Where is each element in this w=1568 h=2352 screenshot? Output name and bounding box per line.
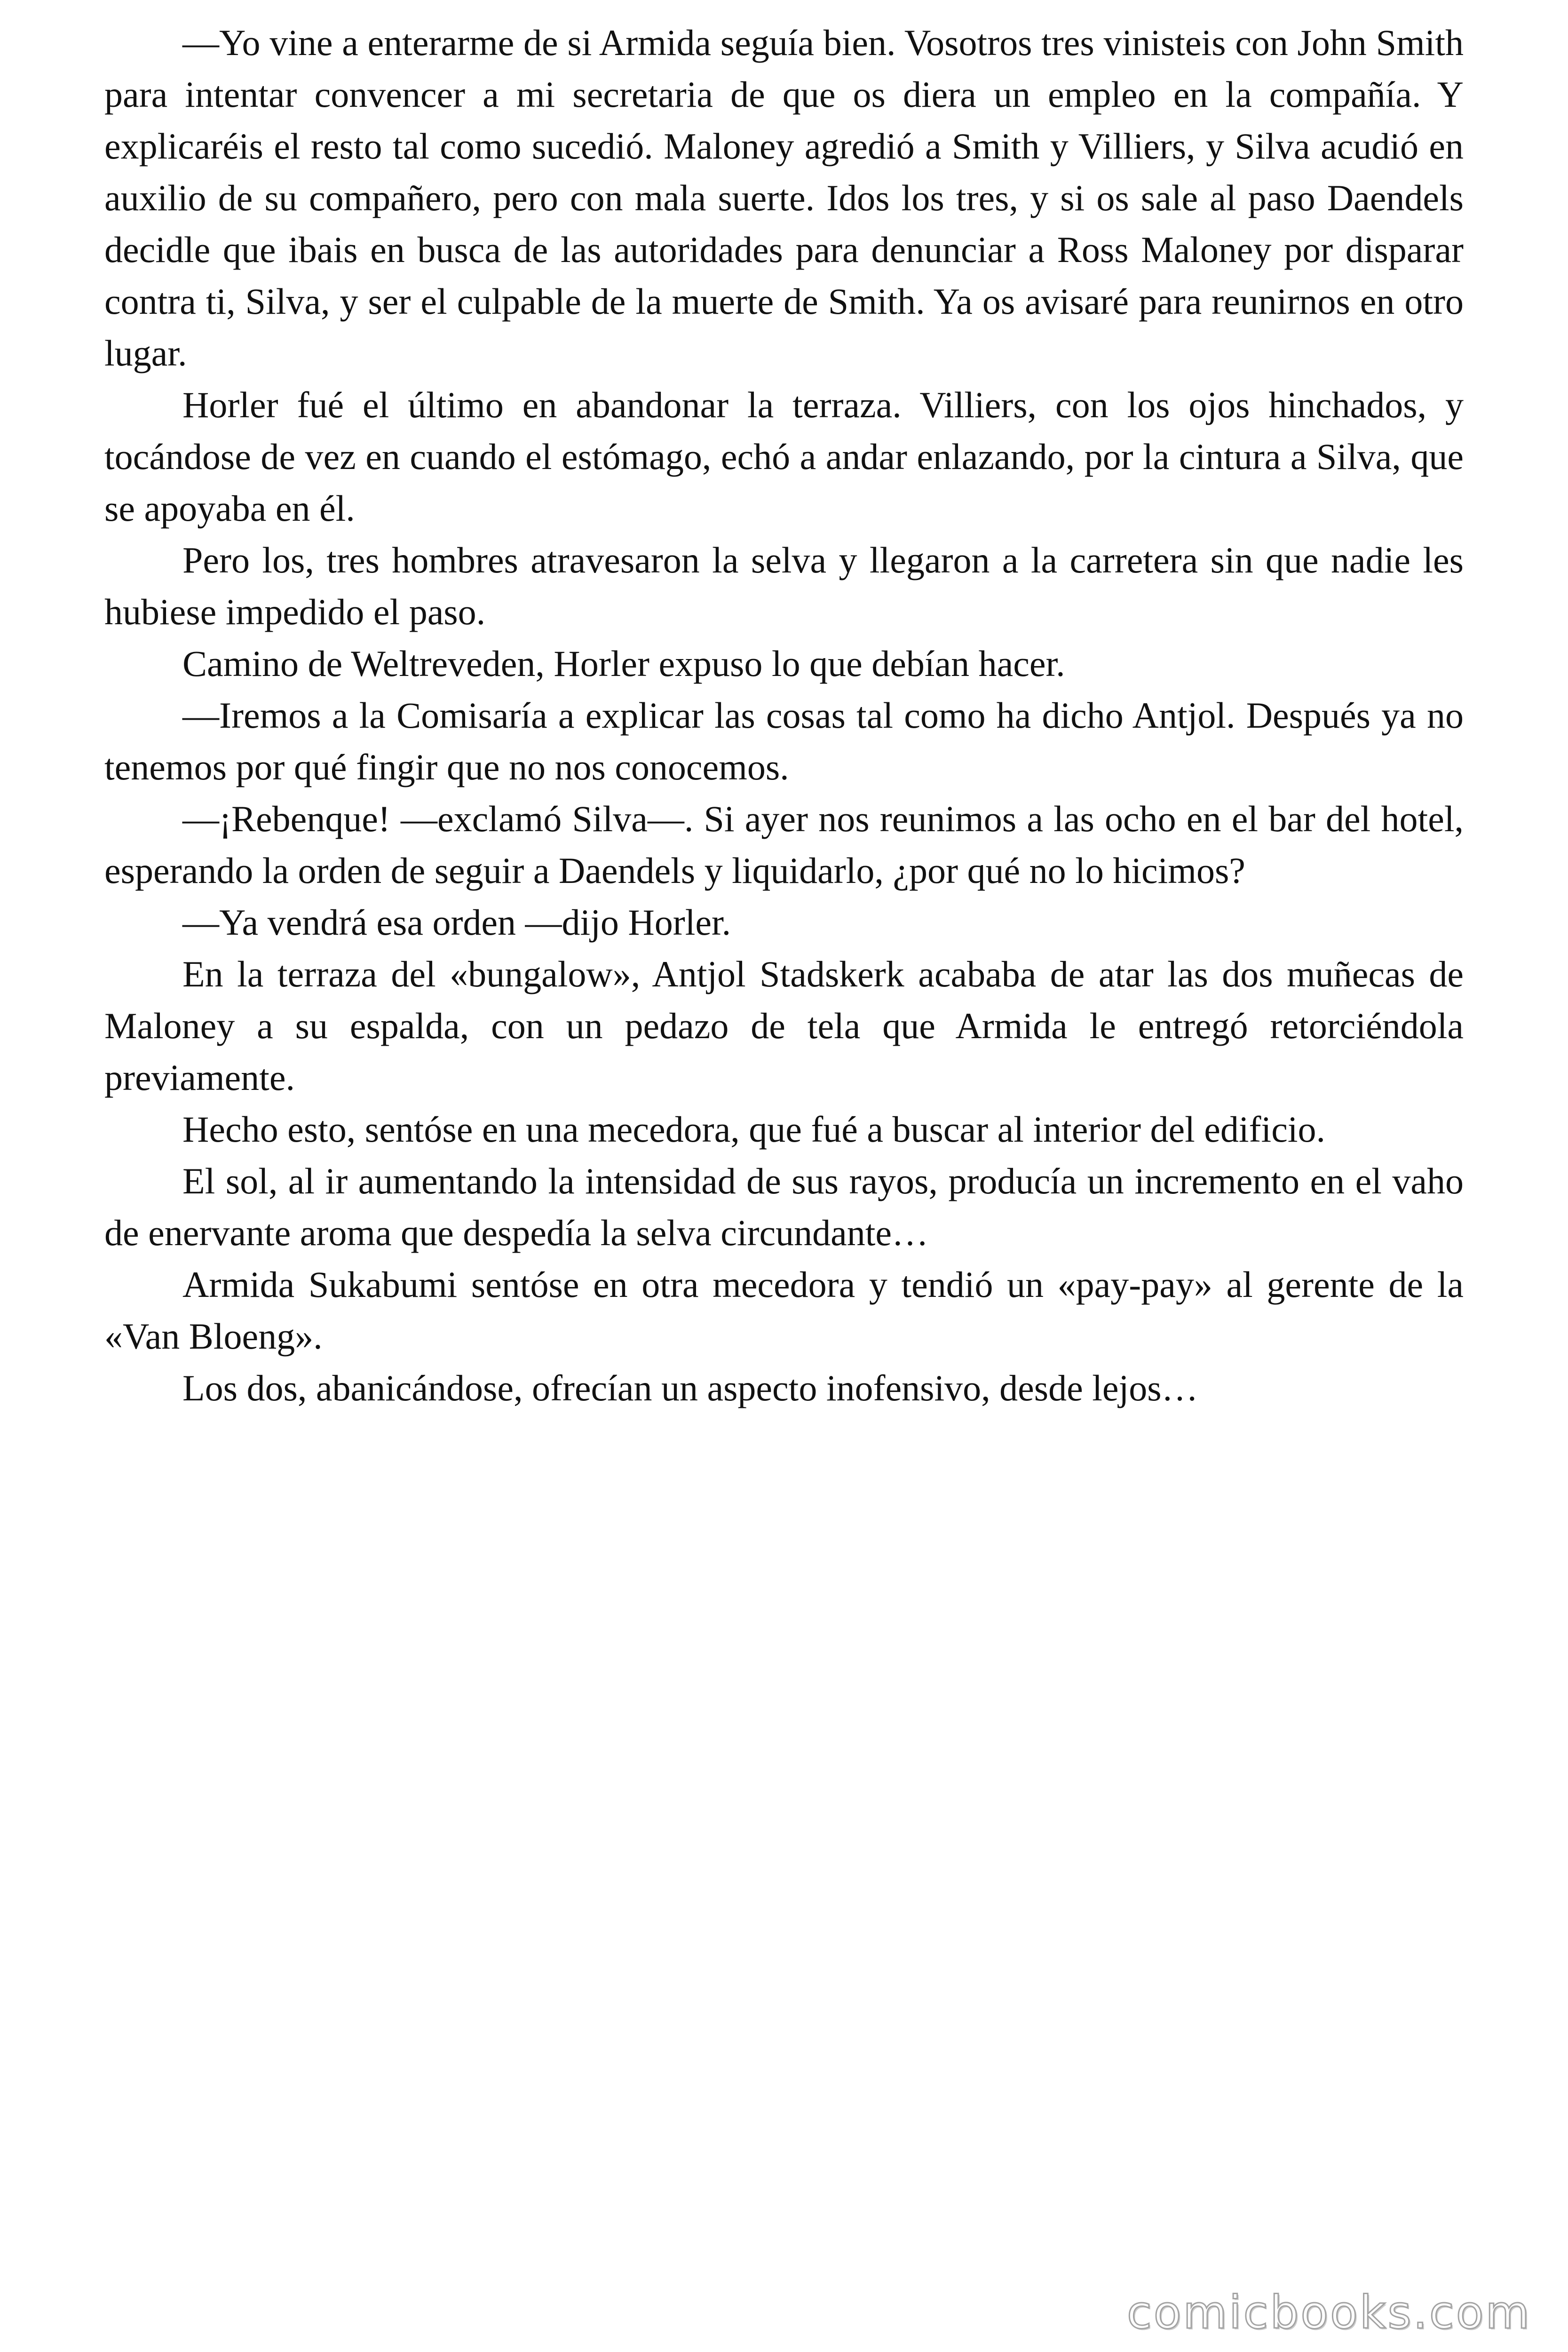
paragraph: —¡Rebenque! —exclamó Silva—. Si ayer nos reunimos a las ocho en el bar del hotel, esperando la orden de seguir a Daendels y liquidarlo, ¿por qué no lo hicimos? — [104, 798, 1464, 891]
paragraph: —Ya vendrá esa orden —dijo Horler. — [182, 902, 731, 943]
paragraph: Los dos, abanicándose, ofrecían un aspecto inofensivo, desde lejos… — [182, 1367, 1198, 1408]
watermark: comicbooks.com — [1126, 2286, 1531, 2339]
paragraph: —Yo vine a enterarme de si Armida seguía bien. Vosotros tres vinisteis con John Smith para intentar convencer a mi secretaria de que os diera un empleo en la compañía. Y explicaréis el resto tal como sucedió. Maloney agredió a Smith y Villiers, y Silva acudió en auxilio de su compañero, pero con mala suerte. Idos los tres, y si os sale al paso Daendels decidle que ibais en busca de las autoridades para denunciar a Ross Maloney por disparar contra ti, Silva, y ser el culpable de la muerte de Smith. Ya os avisaré para reunirnos en otro lugar. — [104, 22, 1464, 373]
paragraph: El sol, al ir aumentando la intensidad de sus rayos, producía un incremento en el vaho de enervante aroma que despedía la selva circundante… — [104, 1160, 1464, 1253]
page-text — [104, 17, 1464, 1414]
paragraph: Armida Sukabumi sentóse en otra mecedora y tendió un «pay-pay» al gerente de la «Van Bloeng». — [104, 1264, 1464, 1357]
paragraph: Horler fué el último en abandonar la terraza. Villiers, con los ojos hinchados, y tocándose de vez en cuando el estómago, echó a andar enlazando, por la cintura a Silva, que se apoyaba en él. — [104, 384, 1464, 529]
paragraph: Pero los, tres hombres atravesaron la selva y llegaron a la carretera sin que nadie les hubiese impedido el paso. — [104, 540, 1464, 632]
paragraph: En la terraza del «bungalow», Antjol Stadskerk acababa de atar las dos muñecas de Maloney a su espalda, con un pedazo de tela que Armida le entregó retorciéndola previamente. — [104, 954, 1464, 1098]
paragraph: —Iremos a la Comisaría a explicar las cosas tal como ha dicho Antjol. Después ya no tenemos por qué fingir que no nos conocemos. — [104, 695, 1464, 787]
paragraph: Camino de Weltreveden, Horler expuso lo que debían hacer. — [182, 643, 1065, 684]
paragraph: Hecho esto, sentóse en una mecedora, que fué a buscar al interior del edificio. — [182, 1109, 1325, 1150]
